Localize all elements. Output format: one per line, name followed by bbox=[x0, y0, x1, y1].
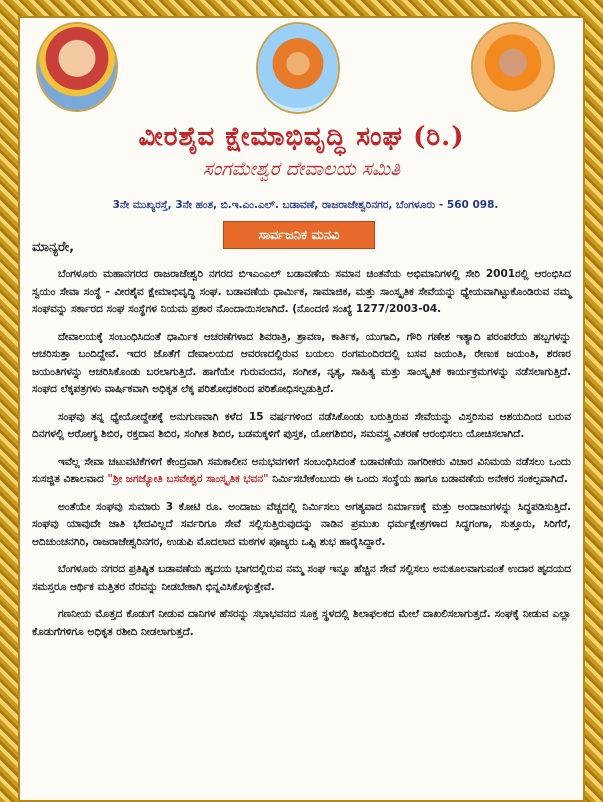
paragraph-5: ಅಂತೆಯೇ ಸಂಘವು ಸುಮಾರು 3 ಕೋಟಿ ರೂ. ಅಂದಾಜು ವೆಚ್ಚದಲ್ಲಿ ನಿರ್ಮಿಸಲು ಅಗತ್ಯವಾದ ನಿರ್ಮಾಣಕ್ಕೆ ಮತ್ತು ಅಂದಾಜುಗಳನ್ನು ಸಿದ್ಧಪಡಿಸುತ್ತಿದೆ. ಸಂಘವು ಯಾವುದೇ ಜಾತಿ ಭೇದವಿಲ್ಲದೆ ಸರ್ವರಿಗೂ ಸೇವೆ ಸಲ್ಲಿಸುತ್ತಿರುವುದನ್ನು ನಾಡಿನ ಪ್ರಮುಖ ಧರ್ಮಕ್ಷೇತ್ರಗಳಾದ ಸಿದ್ಧಗಂಗಾ, ಸುತ್ತೂರು, ಸಿರಿಗೆರೆ, ಆದಿಚುಂಚನಗಿರಿ, ರಾಜರಾಜೇಶ್ವರಿನಗರ, ಉಡುಪಿ ಮೊದಲಾದ ಮಠಗಳ ಪೂಜ್ಯರು ಒಪ್ಪಿ ಶುಭ ಹಾರೈಸಿದ್ದಾರೆ. bbox=[32, 500, 571, 548]
committee-subtitle: ಸಂಗಮೇಶ್ವರ ದೇವಾಲಯ ಸಮಿತಿ bbox=[202, 158, 401, 180]
portrait-swamiji bbox=[473, 24, 553, 110]
salutation: ಮಾನ್ಯರೇ, bbox=[32, 240, 75, 255]
paragraph-3: ಸಂಘವು ತನ್ನ ಧ್ಯೇಯೋದ್ದೇಶಕ್ಕೆ ಅನುಗುಣವಾಗಿ ಕಳೆದ 15 ವರ್ಷಗಳಿಂದ ನಡೆಸಿಕೊಂಡು ಬರುತ್ತಿರುವ ಸೇವೆಯನ್ನು ವಿಸ್ತರಿಸುವ ಆಶಯದಿಂದ ಬರುವ ದಿನಗಳಲ್ಲಿ ಆರೋಗ್ಯ ಶಿಬಿರ, ರಕ್ತದಾನ ಶಿಬಿರ, ಸಂಗೀತ ಶಿಬಿರ, ಬಡಮಕ್ಕಳಿಗೆ ಪುಸ್ತಕ, ಯೋಗಶಿಬಿರ, ಸಮವಸ್ತ್ರ ವಿತರಣೆ ಆರಂಭಿಸಲು ಯೋಚಿಸಲಾಗಿದೆ. bbox=[32, 410, 571, 440]
paragraph-7: ಗಣನೀಯ ಮೊತ್ತದ ಕೊಡುಗೆ ನೀಡುವ ದಾನಿಗಳ ಹೆಸರನ್ನು ಸಭಾಭವನದ ಸೂಕ್ತ ಸ್ಥಳದಲ್ಲಿ ಶಿಲಾಫಲಕದ ಮೇಲೆ ದಾಖಲಿಸಲಾಗುತ್ತದೆ. ಸಂಘಕ್ಕೆ ನೀಡುವ ಎಲ್ಲಾ ಕೊಡುಗೆಗಳಿಗೂ ಅಧಿಕೃತ ರಶೀದಿ ನೀಡಲಾಗುತ್ತದೆ. bbox=[32, 608, 571, 638]
notice-paper bbox=[18, 16, 585, 802]
bhavan-name-highlight: "ಶ್ರೀ ಜಗಜ್ಯೋತಿ ಬಸವೇಶ್ವರ ಸಾಂಸ್ಕೃತಿಕ ಭವನ" bbox=[107, 473, 269, 485]
paragraph-6: ಬೆಂಗಳೂರು ನಗರದ ಪ್ರತಿಷ್ಠಿತ ಬಡಾವಣೆಯ ಹೃದಯ ಭಾಗದಲ್ಲಿರುವ ನಮ್ಮ ಸಂಘ ಇನ್ನೂ ಹೆಚ್ಚಿನ ಸೇವೆ ಸಲ್ಲಿಸಲು ಅನುಕೂಲವಾಗುವಂತೆ ಉದಾರ ಹೃದಯದ ಸಮಸ್ತರೂ ಆರ್ಥಿಕ ಮತ್ತಿತರ ನೆರವನ್ನು ನೀಡಬೇಕಾಗಿ ಭಿನ್ನವಿಸಿಕೊಳ್ಳುತ್ತೇವೆ. bbox=[32, 563, 571, 593]
portrait-basavanna bbox=[38, 24, 116, 110]
paragraph-4-end: ನಿರ್ಮಿಸಬೇಕೆಂಬುದು ಈ ಒಂದು ಸಂಸ್ಥೆಯ ಹಾಗೂ ಬಡಾವಣೆಯ ಅನೇಕರ ಸಂಕಲ್ಪವಾಗಿದೆ. bbox=[268, 473, 568, 485]
paragraph-4 bbox=[32, 454, 571, 489]
public-appeal-banner: ಸಾರ್ವಜನಿಕ ಮನವಿ bbox=[223, 221, 375, 249]
organization-title: ವೀರಶೈವ ಕ್ಷೇಮಾಭಿವೃದ್ಧಿ ಸಂಘ (ರಿ.) bbox=[138, 122, 465, 152]
address-line: 3ನೇ ಮುಖ್ಯರಸ್ತೆ, 3ನೇ ಹಂತ, ಬಿ.ಇ.ಎಂ.ಎಲ್. ಬಡಾವಣೆ, ರಾಜರಾಜೇಶ್ವರಿನಗರ, ಬೆಂಗಳೂರು - 560 098. bbox=[112, 199, 499, 211]
portrait-deity bbox=[258, 24, 338, 112]
appeal-body bbox=[32, 266, 571, 651]
paragraph-4-start: ಇವೆಲ್ಲ ಸೇವಾ ಚಟುವಟಿಕೆಗಳಿಗೆ ಕೇಂದ್ರವಾಗಿ ಸಮಕಾಲೀನ ಅನುಭವಗಳಿಗೆ ಸಂಬಂಧಿಸಿದಂತೆ ಬಡಾವಣೆಯ ನಾಗರೀಕರು ವಿಚಾರ ವಿನಿಮಯ ನಡೆಸಲು ಒಂದು ಸುಸಜ್ಜಿತ ವಿಶಾಲವಾದ bbox=[32, 455, 571, 485]
paragraph-2: ದೇವಾಲಯಕ್ಕೆ ಸಂಬಂಧಿಸಿದಂತೆ ಧಾರ್ಮಿಕ ಆಚರಣೆಗಳಾದ ಶಿವರಾತ್ರಿ, ಶ್ರಾವಣ, ಕಾರ್ತಿಕ, ಯುಗಾದಿ, ಗೌರಿ ಗಣೇಶ ಇತ್ಯಾದಿ ಪರಂಪರೆಯ ಹಬ್ಬಗಳನ್ನು ಆಚರಿಸುತ್ತಾ ಬಂದಿದ್ದೇವೆ. ಇದರ ಜೊತೆಗೆ ದೇವಾಲಯದ ಆವರಣದಲ್ಲಿರುವ ಬಯಲು ರಂಗಮಂದಿರದಲ್ಲಿ ಬಸವ ಜಯಂತಿ, ರೇಣುಕ ಜಯಂತಿ, ಶರಣರ ಜಯಂತಿಗಳನ್ನು ಆಚರಿಸಿಕೊಂಡು ಬರಲಾಗುತ್ತಿದೆ. ಹಾಗೆಯೇ ಗುರುವಂದನ, ಸಂಗೀತ, ನೃತ್ಯ, ಸಾಹಿತ್ಯ ಮತ್ತು ಸಾಂಸ್ಕೃತಿಕ ಕಾರ್ಯಕ್ರಮಗಳನ್ನು ನಡೆಸಲಾಗುತ್ತಿದೆ. ಸಂಘದ ಲೆಕ್ಕಪತ್ರಗಳು ವಾರ್ಷಿಕವಾಗಿ ಅಧಿಕೃತ ಲೆಕ್ಕ ಪರಿಶೋಧಕರಿಂದ ಪರಿಶೋಧಿಸಲ್ಪಡುತ್ತಿದೆ. bbox=[32, 330, 571, 395]
paragraph-1: ಬೆಂಗಳೂರು ಮಹಾನಗರದ ರಾಜರಾಜೇಶ್ವರಿ ನಗರದ ಬಿಇಎಂಎಲ್ ಬಡಾವಣೆಯ ಸಮಾನ ಚಿಂತನೆಯ ಅಭಿಮಾನಿಗಳಲ್ಲಿ ಸೇರಿ 2001ರಲ್ಲಿ ಆರಂಭಿಸಿದ ಸ್ವಯಂ ಸೇವಾ ಸಂಸ್ಥೆ - ವೀರಶೈವ ಕ್ಷೇಮಾಭಿವೃದ್ಧಿ ಸಂಘ. ಬಡಾವಣೆಯ ಧಾರ್ಮಿಕ, ಸಾಮಾಜಿಕ, ಮತ್ತು ಸಾಂಸ್ಕೃತಿಕ ಸೇವೆಯನ್ನು ಧ್ಯೇಯವಾಗಿಟ್ಟುಕೊಂಡಿರುವ ನಮ್ಮ ಸಂಘವನ್ನು ಸರ್ಕಾರದ ಸಂಘ ಸಂಸ್ಥೆಗಳ ನಿಯಮ ಪ್ರಕಾರ ನೊಂದಾಯಿಸಲಾಗಿದೆ. (ನೊಂದಣಿ ಸಂಖ್ಯೆ 1277/2003-04. bbox=[32, 268, 571, 315]
